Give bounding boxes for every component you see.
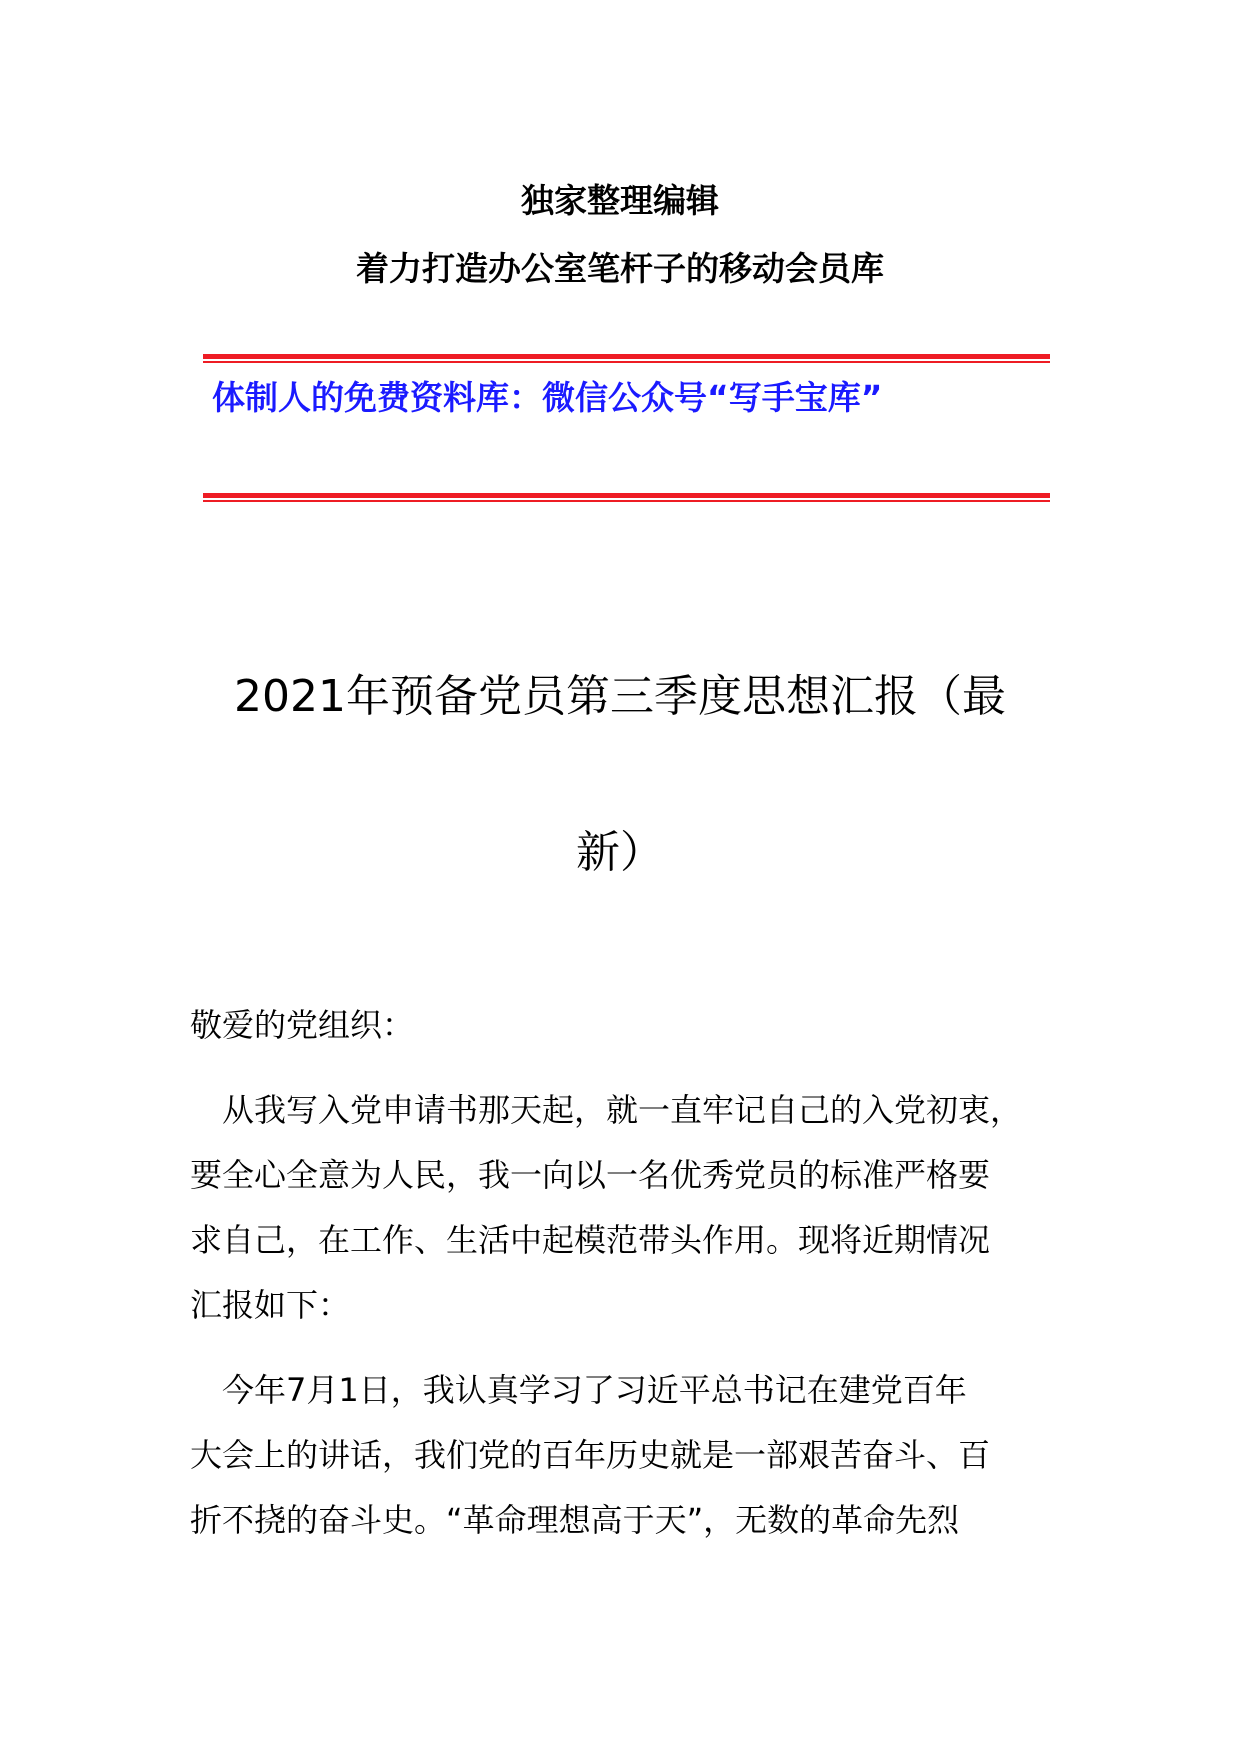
salutation: 敬爱的党组织： — [190, 1006, 415, 1044]
paragraph-1-line-4: 汇报如下： — [190, 1286, 351, 1324]
header-line-2: 着力打造办公室笔杆子的移动会员库 — [356, 249, 884, 288]
bottom-red-rule-thick — [203, 493, 1050, 498]
paragraph-1-line-1: 从我写入党申请书那天起，就一直牢记自己的入党初衷， — [190, 1091, 1023, 1129]
promo-banner-text: 体制人的免费资料库：微信公众号“写手宝库” — [212, 378, 883, 417]
header-line-1: 独家整理编辑 — [521, 181, 719, 220]
top-red-rule-thin — [203, 361, 1050, 363]
document-title-line-1: 2021年预备党员第三季度思想汇报（最 — [234, 671, 1006, 722]
document-title-line-2: 新） — [576, 827, 664, 878]
top-red-rule-thick — [203, 354, 1050, 359]
bottom-red-rule — [203, 493, 1050, 502]
top-red-rule — [203, 354, 1050, 363]
paragraph-2-line-3: 折不挠的奋斗史。“革命理想高于天”，无数的革命先烈 — [190, 1501, 960, 1539]
paragraph-1-line-3: 求自己，在工作、生活中起模范带头作用。现将近期情况 — [190, 1221, 991, 1259]
paragraph-1-line-2: 要全心全意为人民，我一向以一名优秀党员的标准严格要 — [190, 1156, 991, 1194]
paragraph-2-line-2: 大会上的讲话，我们党的百年历史就是一部艰苦奋斗、百 — [190, 1436, 991, 1474]
bottom-red-rule-thin — [203, 500, 1050, 502]
paragraph-2-line-1: 今年7月1日，我认真学习了习近平总书记在建党百年 — [190, 1371, 967, 1409]
